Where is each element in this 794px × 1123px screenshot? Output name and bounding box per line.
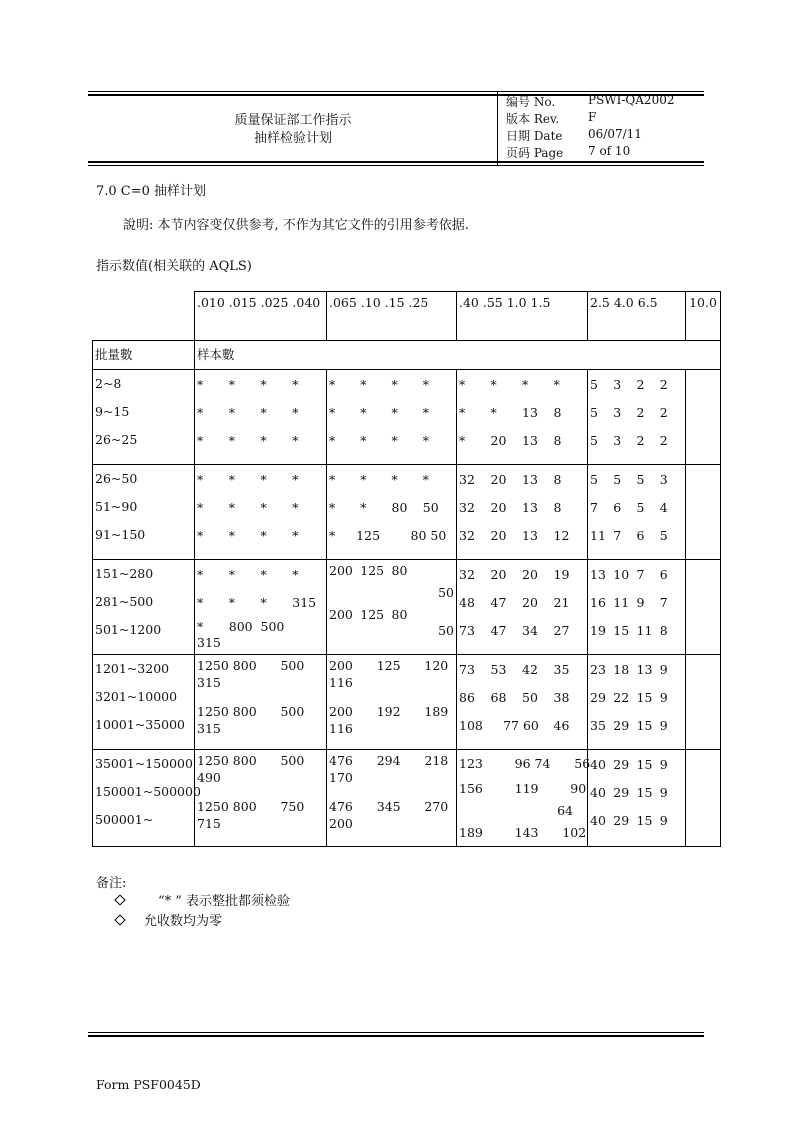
v: 8: [553, 404, 562, 420]
empty-cell: [686, 370, 721, 465]
v: 32: [459, 566, 475, 582]
lot-size: 26~25: [95, 432, 138, 447]
sample-cell: [195, 370, 327, 465]
lot-size: 10001~35000: [95, 717, 186, 732]
v: 715: [197, 816, 221, 831]
form-number: Form PSF0045D: [96, 1077, 201, 1092]
v: 9: [636, 594, 645, 610]
v: 5: [590, 432, 598, 448]
sample-size-label: 样本數: [195, 341, 721, 370]
notes-block: [96, 872, 291, 929]
v: 8: [553, 499, 562, 515]
v: 34: [522, 622, 538, 638]
v: *: [197, 404, 204, 420]
v: 2: [636, 432, 645, 448]
v: 40: [590, 812, 606, 828]
v: 200 125 120: [329, 658, 449, 673]
empty-cell: [686, 655, 721, 750]
v: *: [260, 499, 267, 515]
v: 108: [459, 717, 483, 733]
v: 9: [659, 689, 668, 705]
v: 20: [490, 527, 507, 543]
v: *: [260, 566, 267, 582]
v: 490: [197, 770, 221, 785]
v: 19: [553, 566, 570, 582]
v: 1250 800 500: [197, 753, 305, 768]
v: 13: [636, 661, 653, 677]
v: *: [197, 594, 204, 610]
v: 123 96 74 56: [459, 756, 591, 771]
table-row-group: [93, 560, 721, 655]
v: 20: [490, 471, 507, 487]
v: 2: [659, 376, 668, 392]
v: 80: [391, 499, 408, 515]
v: 15: [636, 756, 653, 772]
v: *: [360, 499, 367, 515]
v: 20: [490, 499, 507, 515]
v: 19: [590, 622, 606, 638]
sample-cell: [457, 750, 591, 847]
v: 29: [613, 784, 630, 800]
v: 46: [553, 717, 570, 733]
v: *: [459, 432, 466, 448]
v: 80: [391, 562, 408, 578]
v: 40: [590, 756, 606, 772]
v: *: [391, 432, 398, 448]
v: 13: [590, 566, 606, 582]
sample-cell: [327, 560, 457, 655]
v: 50: [522, 689, 538, 705]
sample-cell: [457, 560, 588, 655]
aql-header: 10.0: [686, 292, 721, 341]
v: 23: [590, 661, 606, 677]
meta-value: 06/07/11: [588, 127, 642, 141]
v: *: [391, 471, 398, 487]
v: 6: [636, 527, 645, 543]
aql-header: 2.5 4.0 6.5: [588, 292, 686, 341]
v: 7: [613, 527, 622, 543]
v: 47: [490, 594, 507, 610]
v: *: [490, 376, 497, 392]
v: 7: [659, 594, 668, 610]
note-item: [116, 890, 290, 909]
v: 13: [522, 499, 538, 515]
v: *: [459, 376, 466, 392]
v: 20: [490, 566, 507, 582]
v: 15: [613, 622, 630, 638]
header-title-block: [88, 92, 498, 164]
v: 125: [356, 527, 381, 543]
v: 20: [490, 432, 507, 448]
v: 200: [329, 606, 353, 622]
v: 32: [459, 499, 475, 515]
v: 5: [636, 471, 645, 487]
lot-cell: [93, 750, 201, 847]
v: 29: [613, 717, 630, 733]
v: 5: [590, 404, 598, 420]
v: 3: [613, 432, 622, 448]
aql-header: .065 .10 .15 .25: [327, 292, 457, 341]
meta-key: 页码 Page: [506, 146, 564, 160]
v: *: [197, 527, 204, 543]
sample-cell: [588, 750, 686, 847]
v: 476 294 218: [329, 753, 449, 768]
note-text: 允收数均为零: [144, 914, 223, 929]
v: *: [360, 404, 367, 420]
diamond-bullet-icon: [114, 914, 125, 925]
v: *: [197, 618, 204, 634]
v: 29: [613, 756, 630, 772]
v: 80: [391, 606, 408, 622]
meta-value: 7 of 10: [588, 144, 631, 158]
sample-cell: [588, 465, 686, 560]
v: *: [422, 432, 429, 448]
v: 170: [329, 770, 353, 785]
v: 5: [636, 499, 645, 515]
v: *: [329, 499, 336, 515]
v: *: [422, 404, 429, 420]
sample-cell: [457, 370, 588, 465]
v: 2: [659, 432, 668, 448]
table-row-group: [93, 750, 721, 847]
v: *: [391, 376, 398, 392]
v: 7: [636, 566, 645, 582]
diamond-bullet-icon: [114, 894, 125, 905]
v: 15: [636, 689, 653, 705]
v: 18: [613, 661, 630, 677]
sample-cell: [195, 465, 327, 560]
v: 16: [590, 594, 606, 610]
v: 9: [659, 717, 668, 733]
v: *: [292, 432, 299, 448]
v: *: [260, 471, 267, 487]
lot-cell: [93, 370, 195, 465]
v: 500: [260, 618, 285, 634]
header-title-line1: 质量保证部工作指示: [234, 113, 352, 128]
v: 20: [522, 594, 538, 610]
lot-size: 500001~: [95, 812, 154, 827]
sample-cell: [327, 750, 457, 847]
v: 1250 800 500: [197, 704, 305, 719]
section-title: 7.0 C=0 抽样计划: [96, 184, 207, 199]
sample-cell: [195, 750, 327, 847]
v: 476 345 270: [329, 799, 449, 814]
sample-cell: [588, 560, 686, 655]
v: 315: [197, 721, 221, 736]
empty-cell: [686, 465, 721, 560]
v: 116: [329, 675, 353, 690]
v: 189 143 102: [459, 825, 587, 840]
v: 5: [590, 471, 598, 487]
v: *: [228, 594, 235, 610]
lot-cell: [93, 560, 195, 655]
v: 80 50: [410, 527, 447, 543]
v: 35: [553, 661, 570, 677]
v: 800: [228, 618, 253, 634]
v: *: [228, 404, 235, 420]
meta-key: 编号 No.: [506, 95, 556, 109]
v: 5: [590, 376, 598, 392]
meta-value: PSWI-QA2002: [588, 93, 675, 107]
lot-size-label: 批量數: [93, 341, 195, 370]
lot-size: 9~15: [95, 404, 130, 419]
v: 200 192 189: [329, 704, 449, 719]
v: 5: [613, 471, 622, 487]
v: *: [228, 499, 235, 515]
sample-cell: [327, 465, 457, 560]
v: *: [360, 432, 367, 448]
v: 73: [459, 661, 475, 677]
v: 116: [329, 721, 353, 736]
v: 50: [438, 584, 454, 600]
v: *: [360, 471, 367, 487]
v: *: [422, 471, 429, 487]
lot-size: 281~500: [95, 594, 154, 609]
v: 32: [459, 471, 475, 487]
v: 1250 800 750: [197, 799, 305, 814]
v: 200: [329, 562, 353, 578]
v-extra: 315: [197, 635, 221, 650]
empty-cell: [686, 560, 721, 655]
v: *: [228, 376, 235, 392]
lot-size: 35001~150000: [95, 756, 193, 771]
v: 200: [329, 816, 353, 831]
v: 10: [613, 566, 630, 582]
v: *: [197, 471, 204, 487]
v: 48: [459, 594, 475, 610]
v: *: [553, 376, 560, 392]
v: 15: [636, 812, 653, 828]
sample-cell: [327, 370, 457, 465]
lot-size: 501~1200: [95, 622, 162, 637]
note-item: [116, 910, 222, 929]
v: 125: [360, 562, 385, 578]
v: 156 119 90: [459, 781, 587, 796]
v: *: [260, 594, 267, 610]
v: 50: [422, 499, 439, 515]
v: 21: [553, 594, 570, 610]
v: *: [197, 499, 204, 515]
v: 29: [613, 812, 630, 828]
meta-key: 版本 Rev.: [506, 112, 560, 126]
v: *: [292, 566, 299, 582]
v: *: [292, 404, 299, 420]
v: 22: [613, 689, 630, 705]
v: 6: [613, 499, 622, 515]
v: *: [260, 527, 267, 543]
v: 27: [553, 622, 570, 638]
v: *: [228, 432, 235, 448]
v: *: [197, 566, 204, 582]
v: *: [228, 471, 235, 487]
v: 2: [636, 376, 645, 392]
aql-header: .40 .55 1.0 1.5: [457, 292, 588, 341]
v: 9: [659, 812, 668, 828]
note-text: “* ” 表示整批都须检验: [158, 894, 291, 909]
empty-cell: [686, 750, 721, 847]
v: 29: [590, 689, 606, 705]
v: 9: [659, 784, 668, 800]
v: 73: [459, 622, 475, 638]
v: *: [360, 376, 367, 392]
lot-size: 3201~10000: [95, 689, 178, 704]
v: 2: [659, 404, 668, 420]
explanation-text: 說明: 本节内容变仅供参考, 不作为其它文件的引用参考依据.: [123, 218, 469, 233]
v: 2: [636, 404, 645, 420]
sample-cell: [457, 465, 588, 560]
header-title-line2: 抽样检验计划: [253, 131, 332, 146]
v: *: [422, 376, 429, 392]
sample-cell: [457, 655, 588, 750]
v: 68: [490, 689, 507, 705]
notes-title: 备注:: [96, 876, 127, 891]
v: 13: [522, 527, 538, 543]
indicator-heading: 指示数值(相关联的 AQLS): [96, 259, 252, 274]
v: 1250 800 500: [197, 658, 305, 673]
sample-cell: [327, 655, 457, 750]
v: *: [292, 376, 299, 392]
v: 3: [659, 471, 668, 487]
v: *: [329, 527, 336, 543]
v: 9: [659, 756, 668, 772]
v: *: [292, 471, 299, 487]
v: 77 60: [503, 717, 539, 733]
v: 35: [590, 717, 606, 733]
table-row-group: [93, 370, 721, 465]
sample-cell: [588, 370, 686, 465]
v: 4: [659, 499, 668, 515]
v: *: [197, 376, 204, 392]
lot-cell: [93, 655, 195, 750]
v: 86: [459, 689, 475, 705]
v: *: [459, 404, 466, 420]
v: 13: [522, 471, 538, 487]
v: 8: [659, 622, 668, 638]
v: *: [260, 376, 267, 392]
table-row-group: [93, 465, 721, 560]
v: 5: [659, 527, 668, 543]
v: 13: [522, 432, 538, 448]
blank-corner: [93, 292, 195, 341]
v: 15: [636, 784, 653, 800]
lot-size: 151~280: [95, 566, 154, 581]
meta-key: 日期 Date: [506, 129, 563, 143]
meta-value: F: [588, 110, 597, 124]
v: *: [197, 432, 204, 448]
lot-size: 2~8: [95, 376, 122, 391]
lot-size: 1201~3200: [95, 661, 170, 676]
v: 8: [553, 471, 562, 487]
v: *: [522, 376, 529, 392]
header-bottom-rule-thin: [88, 165, 704, 166]
v: 40: [590, 784, 606, 800]
sample-cell: [195, 655, 327, 750]
v: 47: [490, 622, 507, 638]
lot-size: 150001~500000: [95, 784, 201, 799]
v: *: [292, 499, 299, 515]
aql-header: .010 .015 .025 .040: [195, 292, 327, 341]
v: *: [228, 566, 235, 582]
v: 6: [659, 566, 668, 582]
v: *: [490, 404, 497, 420]
v: *: [391, 404, 398, 420]
v: 315: [197, 675, 221, 690]
v: 38: [553, 689, 570, 705]
v: 125: [360, 606, 385, 622]
v: *: [329, 432, 336, 448]
v: 42: [522, 661, 538, 677]
v: *: [260, 432, 267, 448]
v: 53: [490, 661, 507, 677]
sample-cell: [588, 655, 686, 750]
v: 13: [522, 404, 538, 420]
lot-size: 26~50: [95, 471, 138, 486]
v: 11: [590, 527, 606, 543]
v: 12: [553, 527, 570, 543]
lot-size: 91~150: [95, 527, 146, 542]
v: 20: [522, 566, 538, 582]
v: *: [228, 527, 235, 543]
sample-cell: [195, 560, 327, 655]
v: 315: [292, 594, 317, 610]
lot-cell: [93, 465, 195, 560]
v: *: [260, 404, 267, 420]
v: *: [329, 471, 336, 487]
v: 8: [553, 432, 562, 448]
v-extra: 50: [438, 623, 454, 638]
v: 11: [613, 594, 630, 610]
v: *: [329, 404, 336, 420]
v: 9: [659, 661, 668, 677]
v: 15: [636, 717, 653, 733]
lot-size: 51~90: [95, 499, 138, 514]
v: *: [292, 527, 299, 543]
v: *: [329, 376, 336, 392]
v: 3: [613, 404, 622, 420]
footer-rule-thick: [88, 1035, 704, 1037]
v: 7: [590, 499, 598, 515]
v: 32: [459, 527, 475, 543]
footer-rule: [88, 1032, 704, 1033]
table-row-group: [93, 655, 721, 750]
v: 64: [557, 803, 573, 818]
v: 3: [613, 376, 622, 392]
v: 11: [636, 622, 653, 638]
sampling-table: [92, 291, 721, 847]
